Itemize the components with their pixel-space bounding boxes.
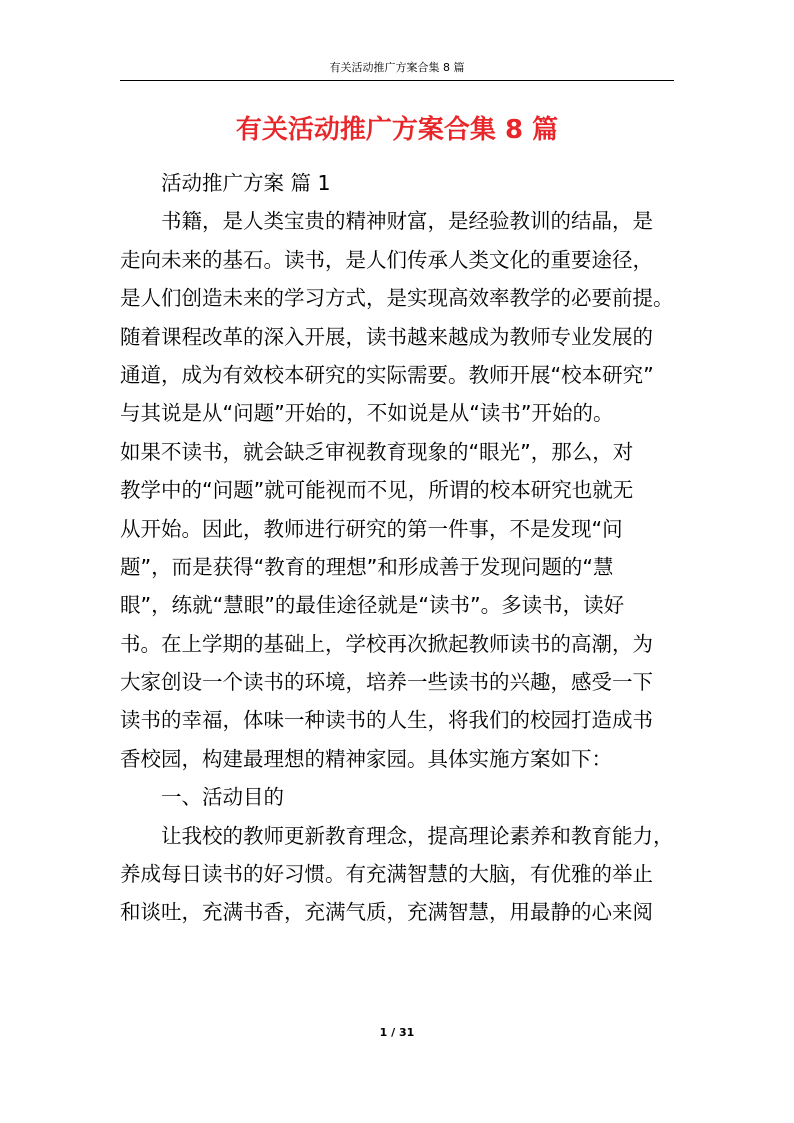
header-divider bbox=[120, 80, 674, 81]
paragraph-line: 书。在上学期的基础上，学校再次掀起教师读书的高潮，为 bbox=[120, 631, 653, 656]
paragraph-line: 书籍，是人类宝贵的精神财富，是经验教训的结晶，是 bbox=[161, 209, 653, 234]
paragraph-line: 随着课程改革的深入开展，读书越来越成为教师专业发展的 bbox=[120, 324, 653, 349]
paragraph-line: 养成每日读书的好习惯。有充满智慧的大脑，有优雅的举止 bbox=[120, 862, 653, 887]
subheading: 一、活动目的 bbox=[161, 785, 284, 810]
paragraph-line: 是人们创造未来的学习方式，是实现高效率教学的必要前提。 bbox=[120, 286, 674, 311]
section-heading: 活动推广方案 篇 1 bbox=[161, 171, 331, 195]
paragraph-line: 如果不读书，就会缺乏审视教育现象的“眼光”，那么，对 bbox=[120, 439, 634, 464]
paragraph-line: 与其说是从“问题”开始的，不如说是从“读书”开始的。 bbox=[120, 401, 614, 426]
paragraph-2 bbox=[120, 817, 676, 932]
document-body bbox=[120, 164, 676, 932]
paragraph-line: 和谈吐，充满书香，充满气质，充满智慧，用最静的心来阅 bbox=[120, 900, 653, 925]
paragraph-line: 香校园，构建最理想的精神家园。具体实施方案如下： bbox=[120, 746, 612, 771]
paragraph-1 bbox=[120, 202, 676, 778]
paragraph-line: 大家创设一个读书的环境，培养一些读书的兴趣，感受一下 bbox=[120, 670, 653, 695]
document-title: 有关活动推广方案合集 8 篇 bbox=[235, 115, 559, 145]
paragraph-line: 教学中的“问题”就可能视而不见，所谓的校本研究也就无 bbox=[120, 478, 634, 503]
paragraph-line: 从开始。因此，教师进行研究的第一件事，不是发现“问 bbox=[120, 516, 623, 541]
paragraph-line: 通道，成为有效校本研究的实际需要。教师开展“校本研究” bbox=[120, 362, 654, 387]
paragraph-line: 读书的幸福，体味一种读书的人生，将我们的校园打造成书 bbox=[120, 708, 653, 733]
page-number: 1 / 31 bbox=[379, 1026, 415, 1039]
paragraph-line: 眼”，练就“慧眼”的最佳途径就是“读书”。多读书，读好 bbox=[120, 593, 625, 618]
paragraph-line: 走向未来的基石。读书，是人们传承人类文化的重要途径， bbox=[120, 247, 653, 272]
paragraph-line: 题”，而是获得“教育的理想”和形成善于发现问题的“慧 bbox=[120, 554, 614, 579]
paragraph-line: 让我校的教师更新教育理念，提高理论素养和教育能力， bbox=[161, 823, 674, 848]
page-header: 有关活动推广方案合集 8 篇 bbox=[329, 61, 465, 74]
